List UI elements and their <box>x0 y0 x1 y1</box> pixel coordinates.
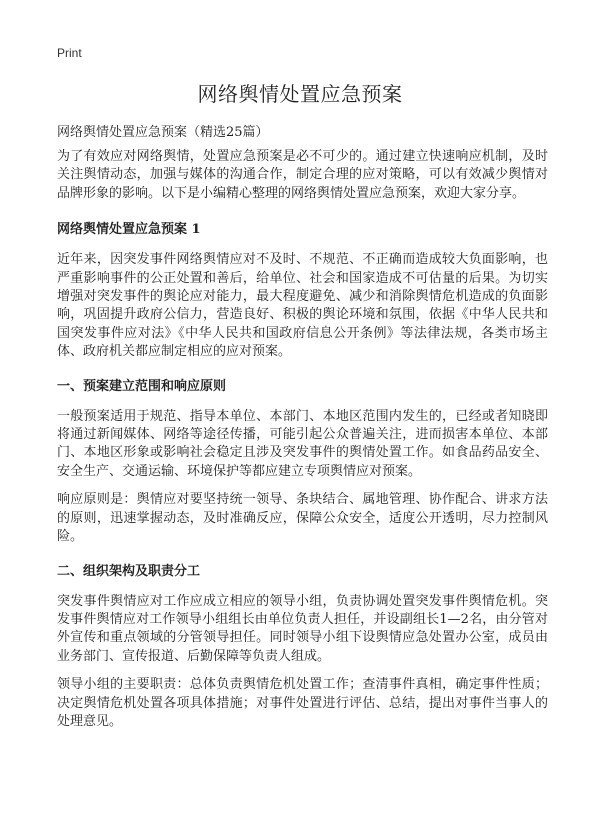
page-title: 网络舆情处置应急预案 <box>197 82 403 106</box>
section-heading-plan-1: 网络舆情处置应急预案 1 <box>57 222 201 238</box>
heading-scope-principles: 一、预案建立范围和响应原则 <box>57 378 227 394</box>
scope-paragraph: 一般预案适用于规范、指导本单位、本部门、本地区范围内发生的，已经或者知晓即将通过新闻媒体、网络等途径传播，可能引起公众普遍关注，进而损害本单位、本部门、本地区形象或影响社会稳定且涉及突发事件的舆情处置工作。如食品药品安全、安全生产、交通运输、环境保护等都应建立专项舆情应对预案。 <box>57 408 548 479</box>
document-subtitle: 网络舆情处置应急预案（精选25篇） <box>57 125 269 140</box>
principle-paragraph: 响应原则是：舆情应对要坚持统一领导、条块结合、属地管理、协作配合、讲求方法的原则，迅速掌握动态，及时准确反应，保障公众安全，适度公开透明，尽力控制风险。 <box>57 492 548 545</box>
heading-organization: 二、组织架构及职责分工 <box>57 563 201 579</box>
document-body <box>57 148 548 741</box>
duty-paragraph: 领导小组的主要职责：总体负责舆情危机处置工作；查清事件真相，确定事件性质；决定舆情危机处置各项具体措施；对事件处置进行评估、总结，提出对事件当事人的处理意见。 <box>57 677 548 729</box>
organization-paragraph: 突发事件舆情应对工作应成立相应的领导小组，负责协调处置突发事件舆情危机。突发事件舆情应对工作领导小组组长由单位负责人担任，并设副组长1—2名，由分管对外宣传和重点领域的分管领导担任。同时领导小组下设舆情应急处置办公室，成员由业务部门、宣传报道、后勤保障等负责人组成。 <box>57 593 548 664</box>
intro-paragraph: 为了有效应对网络舆情，处置应急预案是必不可少的。通过建立快速响应机制，及时关注舆情动态，加强与媒体的沟通合作，制定合理的应对策略，可以有效减少舆情对品牌形象的影响。以下是小编精心整理的网络舆情处置应急预案，欢迎大家分享。 <box>57 149 548 201</box>
print-button[interactable]: Print <box>57 46 82 60</box>
section1-paragraph: 近年来，因突发事件网络舆情应对不及时、不规范、不正确而造成较大负面影响，也严重影响事件的公正处置和善后，给单位、社会和国家造成不可估量的后果。为切实增强对突发事件的舆论应对能力，最大程度避免、减少和消除舆情危机造成的负面影响，巩固提升政府公信力，营造良好、积极的舆论环境和氛围，依据《中华人民共和国突发事件应对法》《中华人民共和国政府信息公开条例》等法律法规，各类市场主体、政府机关都应制定相应的应对预案。 <box>57 252 548 360</box>
